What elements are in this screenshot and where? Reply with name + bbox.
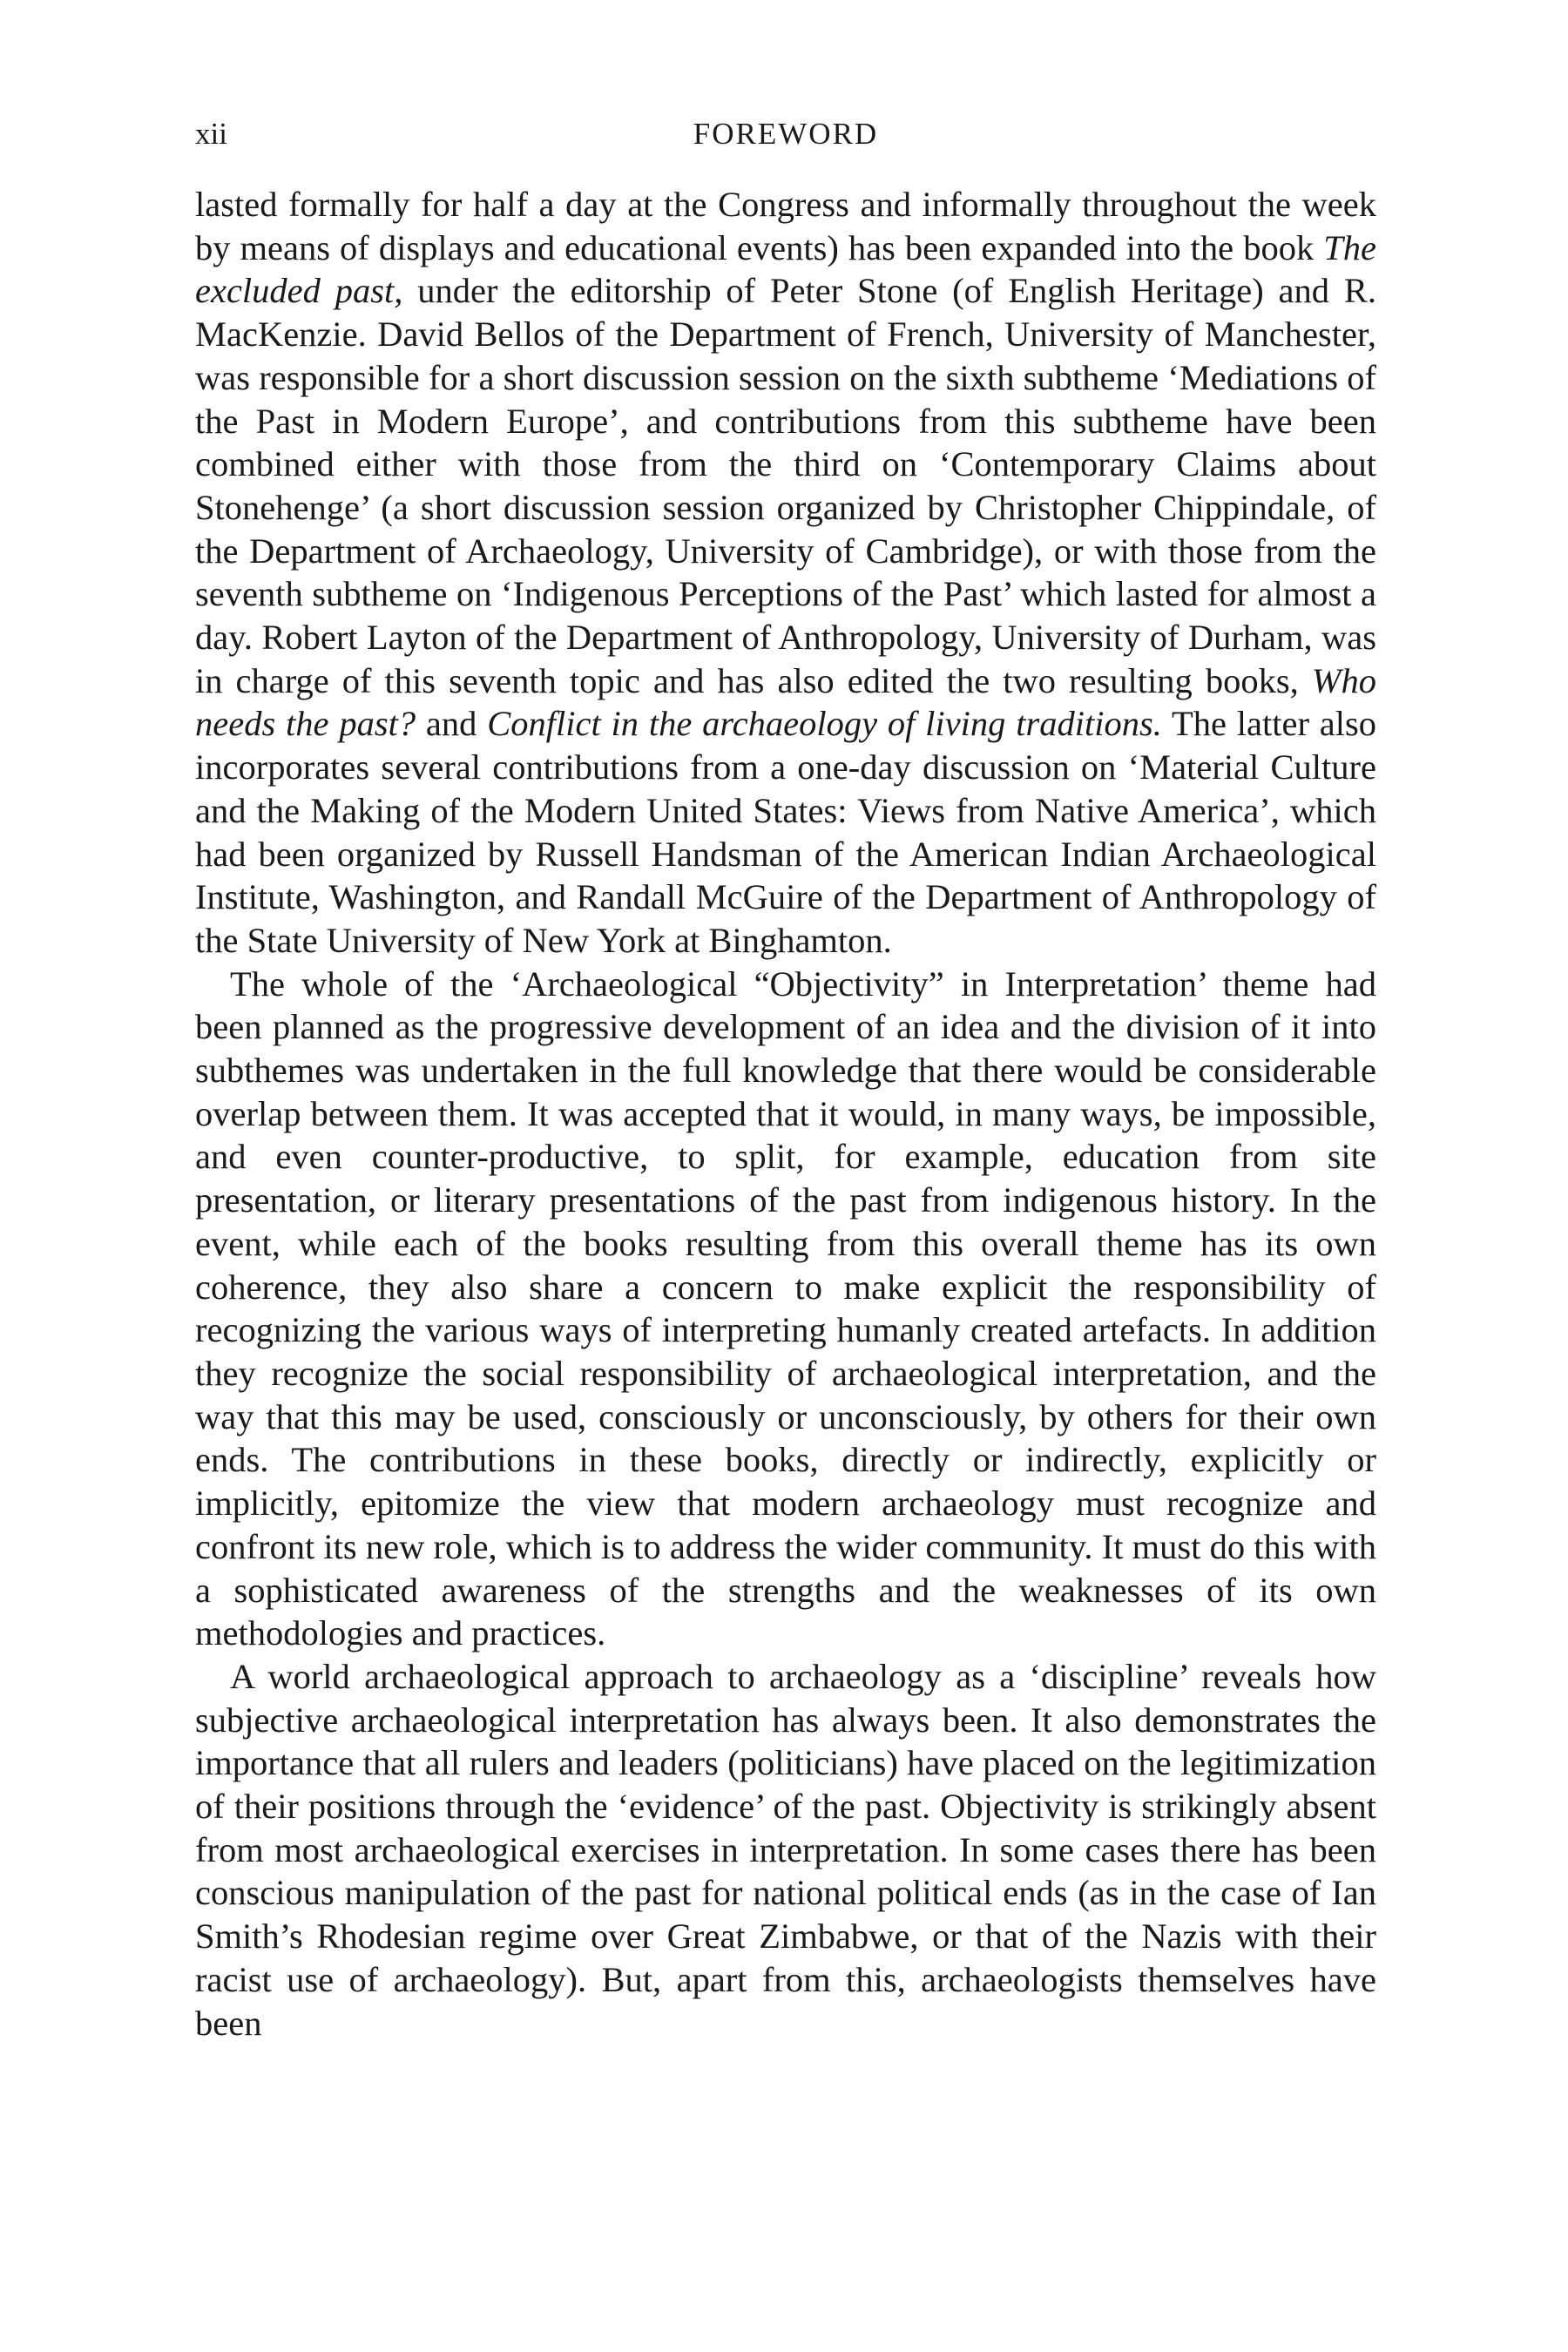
paragraph-1-text-4: The latter also incorporates several contributions from a one-day discussion on ‘Material Culture and the Making of the Modern United States: Views from Native America’, which had been organized by Russell Handsman of the American Indian Archaeological Institute, Washington, and Randall McGuire of the Department of Anthropology of the State University of New York at Binghamton.	[195, 704, 1376, 960]
paragraph-1-text-3: and	[416, 704, 488, 744]
body-text	[195, 183, 1376, 2044]
book-title-conflict-in-archaeology: Conflict in the archaeology of living traditions.	[487, 704, 1162, 744]
book-title-excluded-past: The excluded past,	[195, 227, 1376, 311]
running-head	[195, 115, 1376, 153]
paragraph-3: A world archaeological approach to archaeology as a ‘discipline’ reveals how subjective archaeological interpretation has always been. It also demonstrates the importance that all rulers and leaders (politicians) have placed on the legitimization of their positions through the ‘evidence’ of the past. Objectivity is strikingly absent from most archaeological exercises in interpretation. In some cases there has been conscious manipulation of the past for national political ends (as in the case of Ian Smith’s Rhodesian regime over Great Zimbabwe, or that of the Nazis with their racist use of archaeology). But, apart from this, archaeologists themselves have been	[195, 1656, 1376, 2043]
paragraph-1-text-1: lasted formally for half a day at the Congress and informally throughout the week by means of displays and educational events) has been expanded into the book	[195, 185, 1376, 267]
book-title-who-needs-the-past: Who needs the past?	[195, 660, 1376, 744]
section-title: FOREWORD	[693, 117, 879, 151]
page-number: xii	[195, 117, 227, 151]
paragraph-1	[195, 183, 1376, 963]
paragraph-2: The whole of the ‘Archaeological “Objectivity” in Interpretation’ theme had been planned as the progressive development of an idea and the division of it into subthemes was undertaken in the full knowledge that there would be considerable overlap between them. It was accepted that it would, in many ways, be impossible, and even counter-productive, to split, for example, education from site presentation, or literary presentations of the past from indigenous history. In the event, while each of the books resulting from this overall theme has its own coherence, they also share a concern to make explicit the responsibility of recognizing the various ways of interpreting humanly created artefacts. In addition they recognize the social responsibility of archaeological interpretation, and the way that this may be used, consciously or unconsciously, by others for their own ends. The contributions in these books, directly or indirectly, explicitly or implicitly, epitomize the view that modern archaeology must recognize and confront its new role, which is to address the wider community. It must do this with a sophisticated awareness of the strengths and the weaknesses of its own methodologies and practices.	[195, 963, 1376, 1653]
paragraph-1-text-2: under the editorship of Peter Stone (of English Heritage) and R. MacKenzie. David Bellos of the Department of French, University of Manchester, was responsible for a short discussion session on the sixth subtheme ‘Mediations of the Past in Modern Europe’, and contributions from this subtheme have been combined either with those from the third on ‘Contemporary Claims about Stonehenge’ (a short discussion session organized by Christopher Chippindale, of the Department of Archaeology, University of Cambridge), or with those from the seventh subtheme on ‘Indigenous Perceptions of the Past’ which lasted for almost a day. Robert Layton of the Department of Anthropology, University of Durham, was in charge of this seventh topic and has also edited the two resulting books,	[195, 271, 1376, 700]
